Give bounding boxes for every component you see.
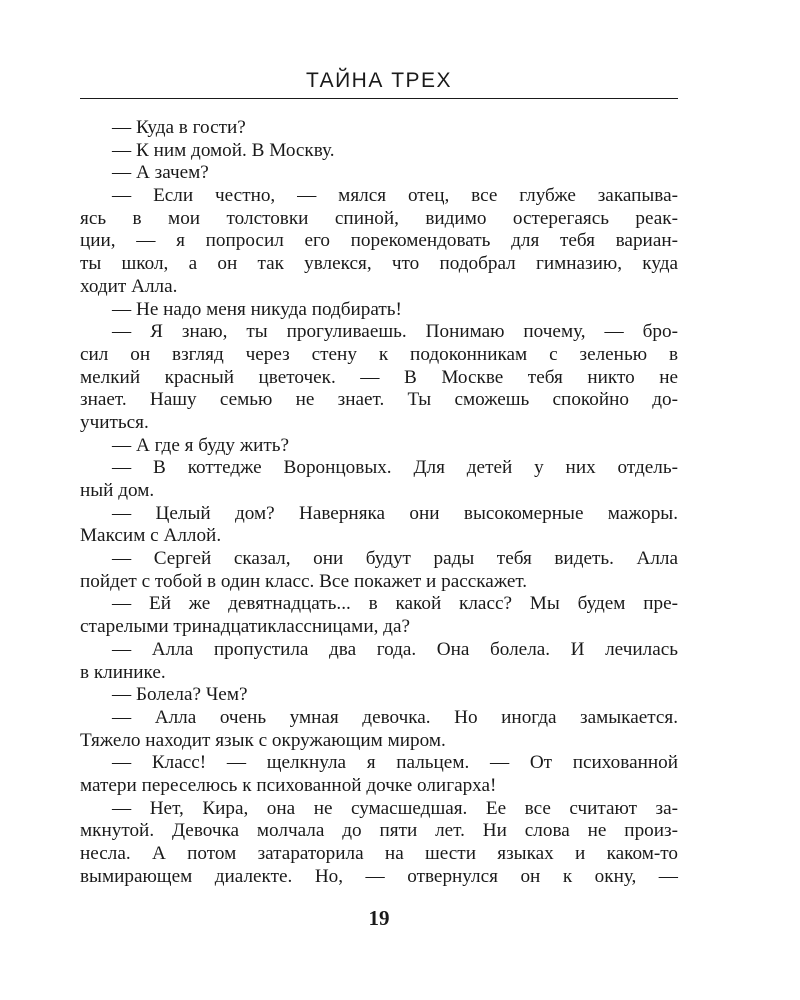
text-line: — Не надо меня никуда подбирать! [112,298,402,320]
text-line: — Куда в гости? [112,117,246,138]
text-line: — К ним домой. В Москву. [112,139,335,161]
text-line: Тяжело находит язык с окружающим миром. [80,729,446,751]
text-line: несла. А потом затараторила на шести языках и каком-то [80,843,678,864]
text-line: матери переселюсь к психованной дочке олигарха! [80,774,497,796]
text-line: — Если честно, — мялся отец, все глубже закапыва- [112,185,678,207]
text-line: знает. Нашу семью не знает. Ты сможешь спокойно до- [80,389,678,411]
text-line: — Алла очень умная девочка. Но иногда замыкается. [112,706,678,728]
text-line: старелыми тринадцатиклассницами, да? [80,616,410,638]
text-line: — Ей же девятнадцать... в какой класс? Мы будем пре- [112,593,678,615]
body-text [80,117,678,888]
text-line: ясь в мои толстовки спиной, видимо остерегаясь реак- [80,207,678,229]
text-line: — А зачем? [112,162,209,184]
page-number: 19 [368,906,390,930]
text-line: — Я знаю, ты прогуливаешь. Понимаю почему, — бро- [112,321,678,343]
text-line: мкнутой. Девочка молчала до пяти лет. Ни слова не произ- [80,820,678,842]
text-line: Максим с Аллой. [80,525,222,547]
running-title: ТАЙНА ТРЕХ [305,69,453,92]
text-line: ты школ, а он так увлекся, что подобрал гимназию, куда [80,253,678,275]
text-line: в клинике. [80,661,166,683]
text-line: — Сергей сказал, они будут рады тебя видеть. Алла [112,548,678,570]
text-line: ходит Алла. [80,275,178,297]
text-line: сил он взгляд через стену к подоконникам с зеленью в [80,343,678,365]
text-line: ный дом. [80,480,155,501]
text-line: вымирающем диалекте. Но, — отвернулся он к окну, — [80,865,678,887]
text-line: пойдет с тобой в один класс. Все покажет и расскажет. [80,570,528,592]
text-line: — Целый дом? Наверняка они высокомерные мажоры. [112,502,678,524]
text-line: — Класс! — щелкнула я пальцем. — От психованной [112,752,678,774]
text-line: — А где я буду жить? [112,434,289,456]
text-line: ции, — я попросил его порекомендовать для тебя вариан- [80,230,678,252]
text-line: — Болела? Чем? [112,684,248,706]
text-line: — В коттедже Воронцовых. Для детей у них отдель- [112,457,678,479]
text-line: мелкий красный цветочек. — В Москве тебя никто не [80,366,678,388]
text-line: учиться. [80,411,149,433]
header-rule [80,98,678,99]
text-line: — Алла пропустила два года. Она болела. И лечилась [112,638,678,660]
text-line: — Нет, Кира, она не сумасшедшая. Ее все считают за- [112,797,678,819]
